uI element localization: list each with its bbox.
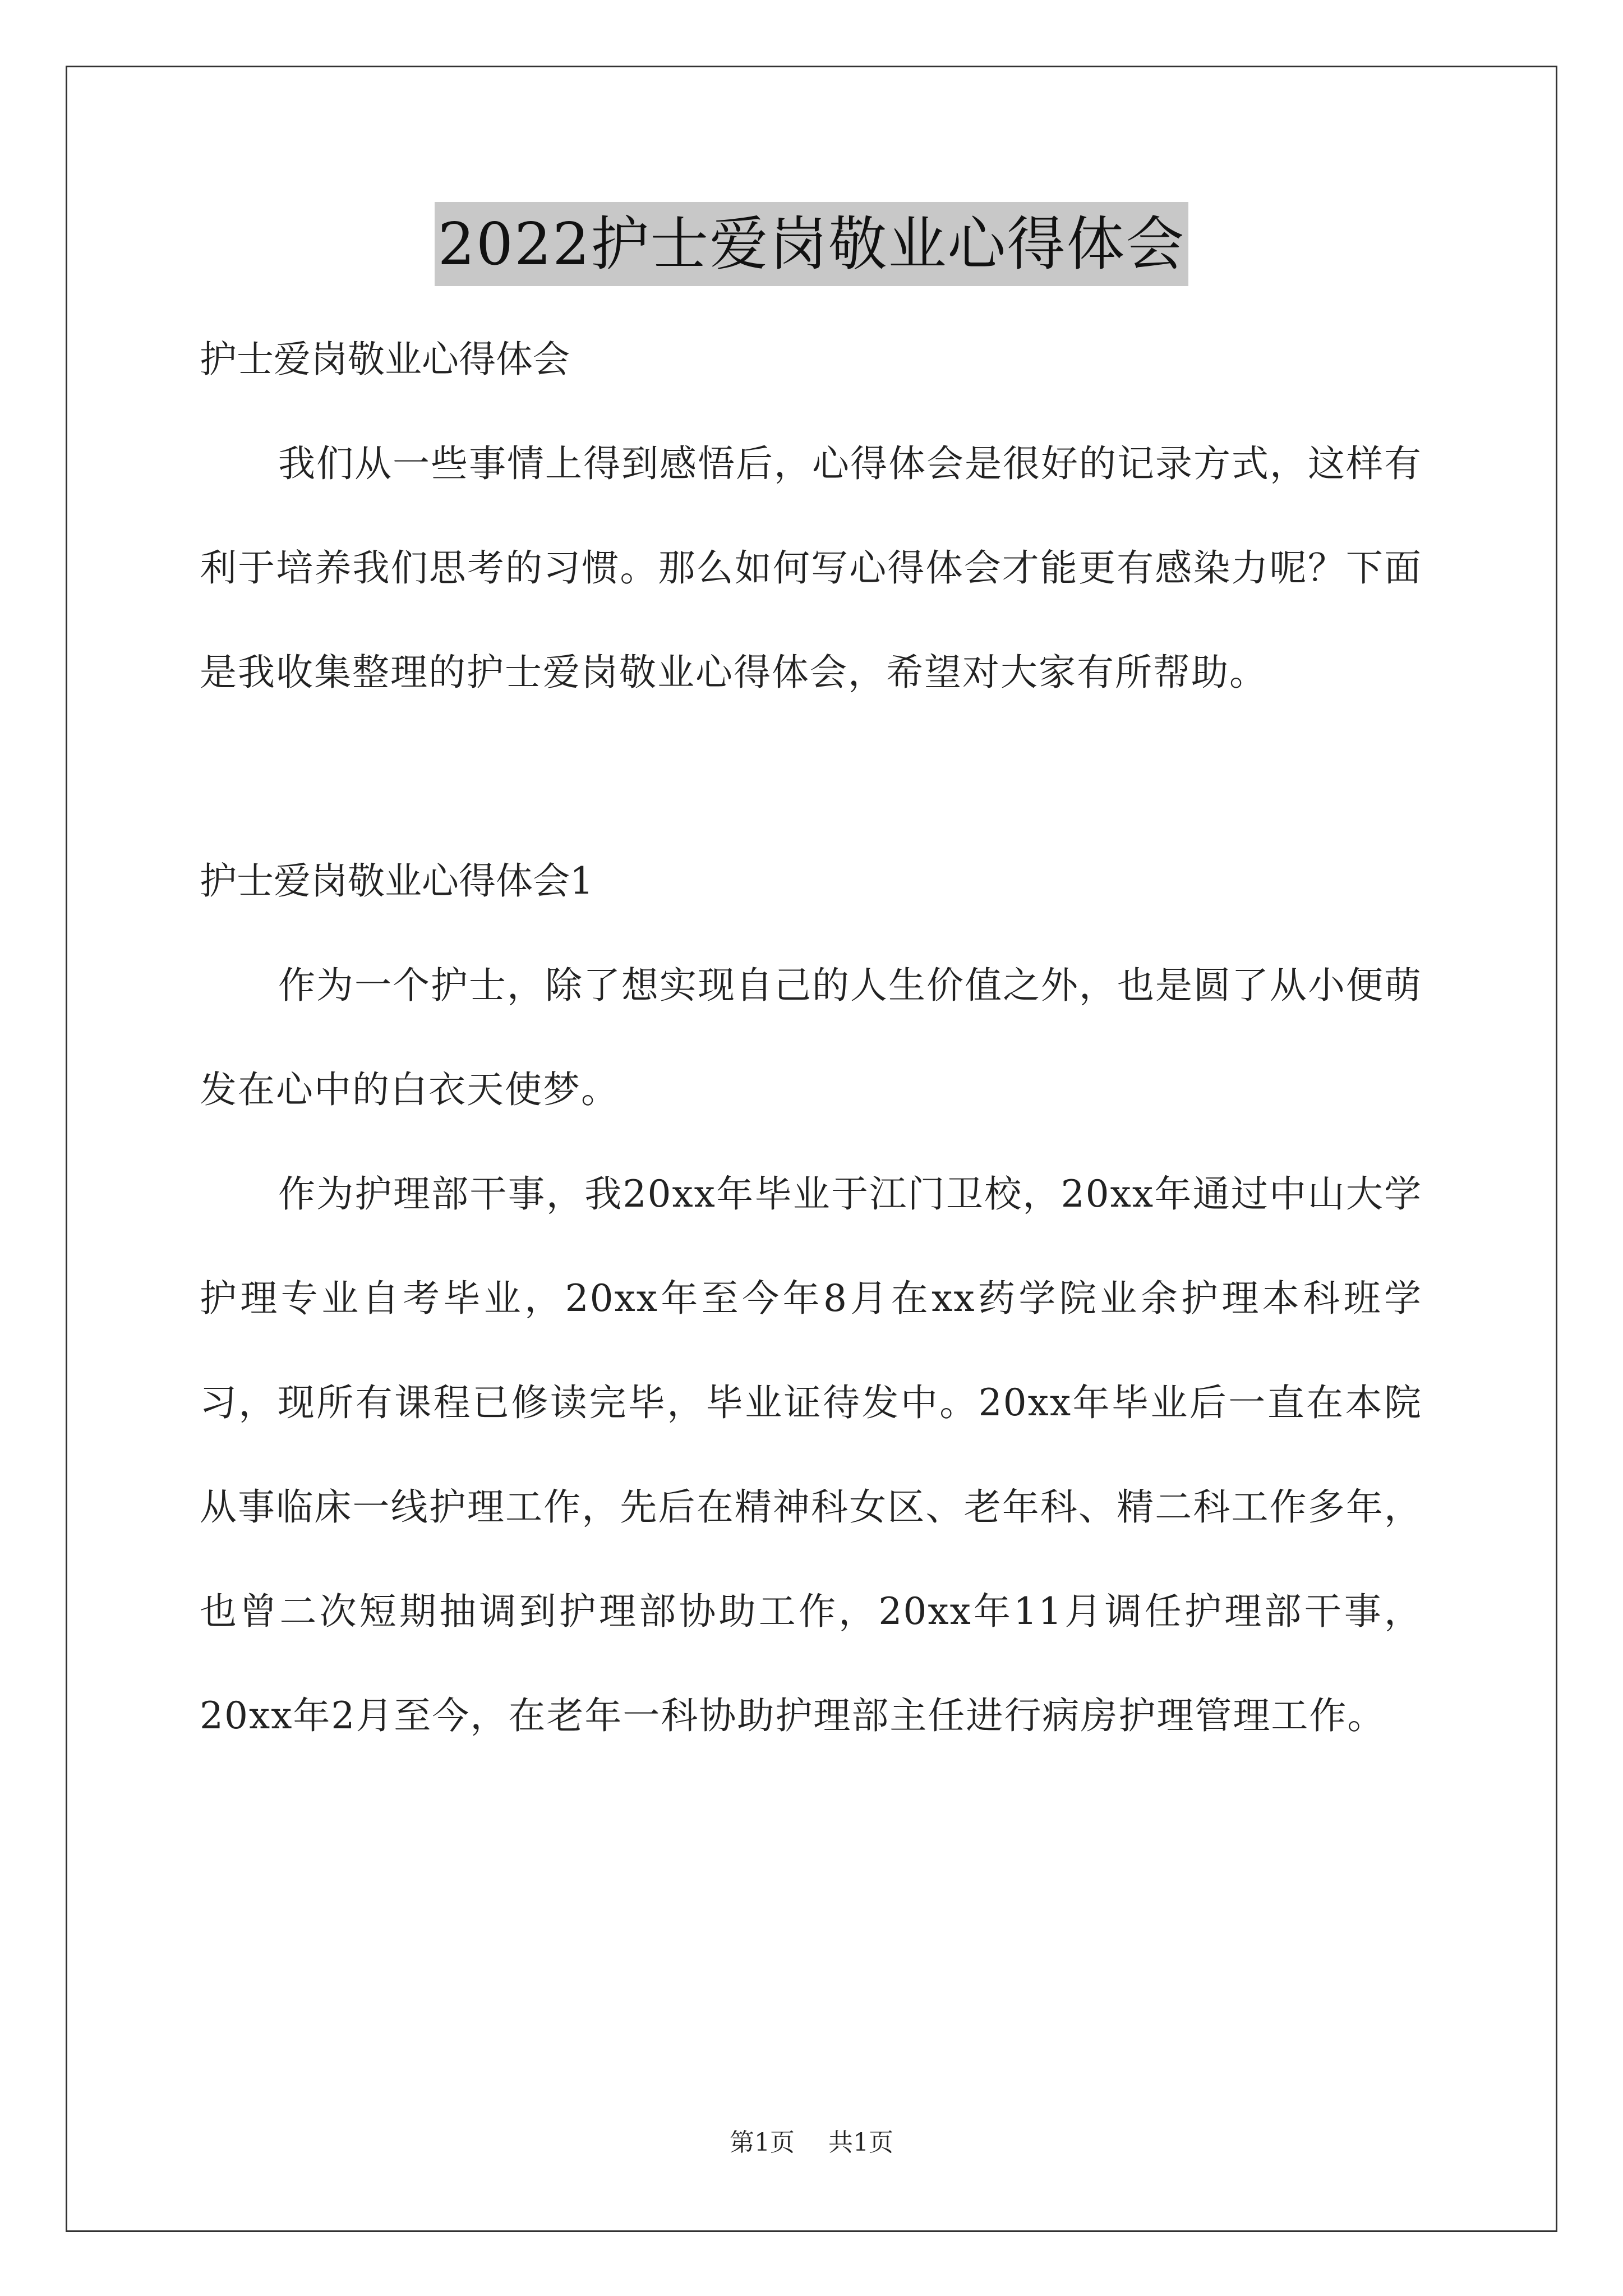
section-heading: 护士爱岗敬业心得体会1 <box>200 859 593 903</box>
page-footer <box>0 2126 1623 2160</box>
intro-paragraph: 我们从一些事情上得到感悟后，心得体会是很好的记录方式，这样有利于培养我们思考的习惯。那么如何写心得体会才能更有感染力呢？下面是我收集整理的护士爱岗敬业心得体会，希望对大家有所帮助。 <box>200 442 1422 694</box>
body-paragraph-1: 作为一个护士，除了想实现自己的人生价值之外，也是圆了从小便萌发在心中的白衣天使梦。 <box>200 964 1422 1111</box>
section-gap <box>200 725 1422 829</box>
document-body <box>200 307 1422 1768</box>
document-title: 2022护士爱岗敬业心得体会 <box>435 202 1189 286</box>
body-paragraph-2: 作为护理部干事，我20xx年毕业于江门卫校，20xx年通过中山大学护理专业自考毕业，20xx年至今年8月在xx药学院业余护理本科班学习，现所有课程已修读完毕，毕业证待发中。20xx年毕业后一直在本院从事临床一线护理工作，先后在精神科女区、老年科、精二科工作多年，也曾二次短期抽调到护理部协助工作，20xx年11月调任护理部干事，20xx年2月至今，在老年一科协助护理部主任进行病房护理管理工作。 <box>200 1172 1422 1737</box>
title-wrap <box>0 202 1623 286</box>
page-total: 共1页 <box>828 2128 893 2157</box>
page-number: 第1页 <box>730 2128 795 2157</box>
intro-heading: 护士爱岗敬业心得体会 <box>200 338 570 381</box>
